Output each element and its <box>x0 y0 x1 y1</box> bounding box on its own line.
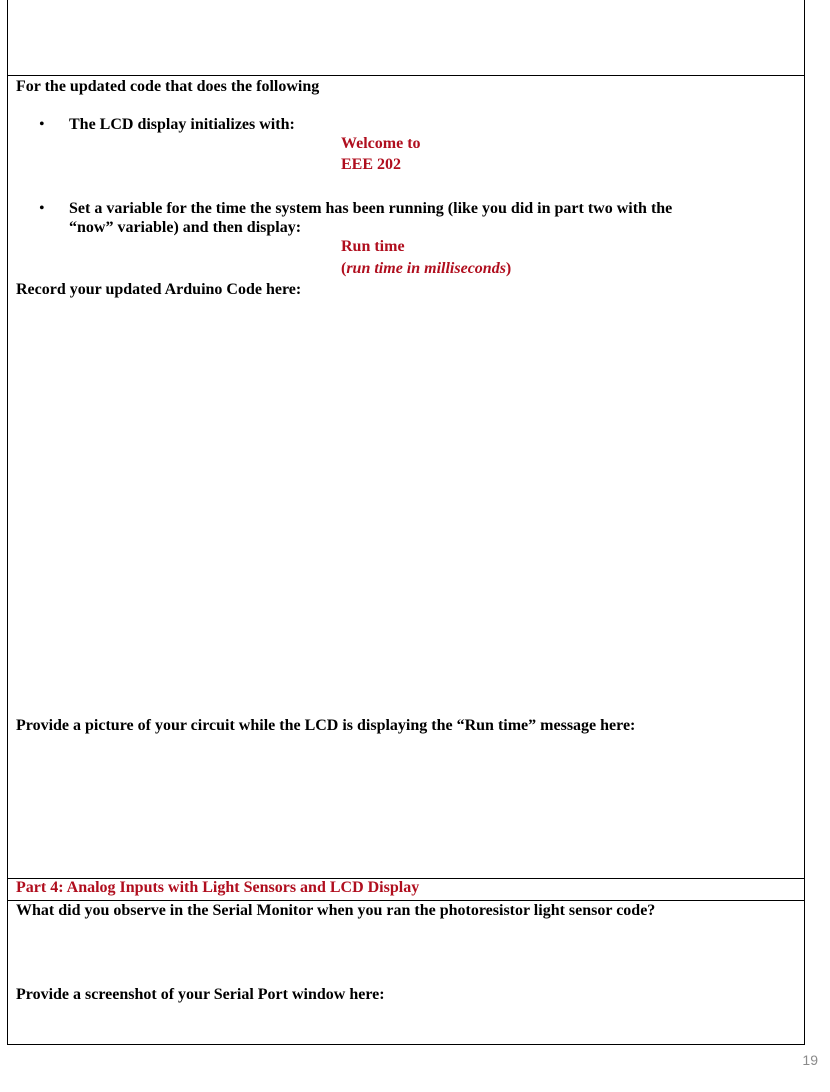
bullet-runtime-line2: “now” variable) and then display: <box>69 219 302 236</box>
bullet-lcd-init: The LCD display initializes with: <box>69 116 295 133</box>
display-line-welcome: Welcome to <box>341 135 421 152</box>
circuit-picture-prompt: Provide a picture of your circuit while the LCD is displaying the “Run time” message here: <box>16 717 636 734</box>
bullet-runtime-line1: Set a variable for the time the system has been running (like you did in part two with the <box>69 200 673 217</box>
part4-observation-box <box>7 900 805 1045</box>
serial-monitor-question: What did you observe in the Serial Monitor when you ran the photoresistor light sensor code? <box>16 902 656 919</box>
page-number: 19 <box>802 1052 818 1068</box>
serial-screenshot-prompt: Provide a screenshot of your Serial Port window here: <box>16 986 385 1003</box>
bullet-dot-icon: • <box>39 116 45 133</box>
display-line-run-time: Run time <box>341 238 405 255</box>
display-line-milliseconds: (run time in milliseconds) <box>341 260 512 277</box>
part4-title-box <box>7 878 805 901</box>
part4-title: Part 4: Analog Inputs with Light Sensors and LCD Display <box>16 879 420 896</box>
previous-answer-box <box>7 0 805 76</box>
display-line-eee: EEE 202 <box>341 156 402 173</box>
record-code-prompt: Record your updated Arduino Code here: <box>16 281 302 298</box>
updated-code-section <box>7 75 805 879</box>
bullet-dot-icon: • <box>39 200 45 217</box>
section-heading: For the updated code that does the following <box>16 78 320 95</box>
